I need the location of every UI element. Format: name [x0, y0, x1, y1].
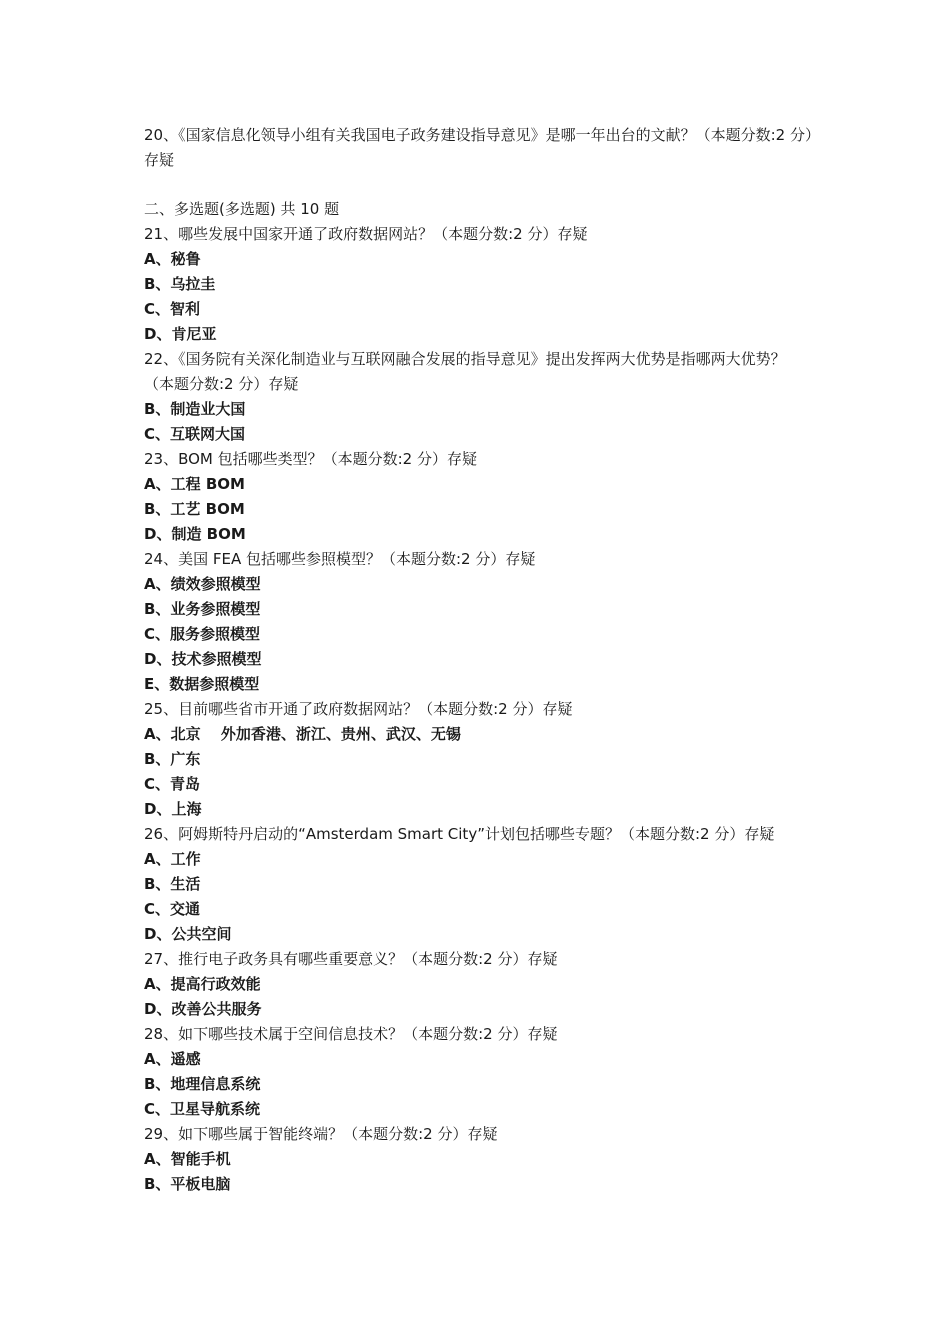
answer-option: D、技术参照模型	[144, 650, 262, 668]
question-text: 29、如下哪些属于智能终端？（本题分数:2 分）存疑	[144, 1125, 498, 1143]
question-text: 28、如下哪些技术属于空间信息技术？（本题分数:2 分）存疑	[144, 1025, 558, 1043]
answer-option: C、青岛	[144, 775, 201, 793]
question-text: 21、哪些发展中国家开通了政府数据网站？（本题分数:2 分）存疑	[144, 225, 588, 243]
answer-option: A、遥感	[144, 1050, 201, 1068]
answer-option: C、交通	[144, 900, 201, 918]
answer-option: D、制造 BOM	[144, 525, 246, 543]
answer-option: B、业务参照模型	[144, 600, 261, 618]
document-page	[144, 123, 814, 1197]
answer-option: A、秘鲁	[144, 250, 201, 268]
question-block	[144, 1022, 814, 1122]
answer-option: A、工程 BOM	[144, 475, 245, 493]
question-text: 24、美国 FEA 包括哪些参照模型？（本题分数:2 分）存疑	[144, 550, 536, 568]
section-title: 二、多选题(多选题) 共 10 题	[144, 200, 340, 218]
answer-option: B、生活	[144, 875, 201, 893]
answer-option: C、卫星导航系统	[144, 1100, 261, 1118]
answer-option: C、互联网大国	[144, 425, 246, 443]
question-20: 20、《国家信息化领导小组有关我国电子政务建设指导意见》是哪一年出台的文献？（本题分数:2 分）存疑	[144, 126, 813, 169]
question-block	[144, 822, 814, 947]
answer-option: A、智能手机	[144, 1150, 231, 1168]
answer-option: C、服务参照模型	[144, 625, 261, 643]
answer-option: E、数据参照模型	[144, 675, 260, 693]
answer-option: A、北京 外加香港、浙江、贵州、武汉、无锡	[144, 725, 461, 743]
answer-option: B、制造业大国	[144, 400, 246, 418]
question-list	[144, 222, 814, 1197]
answer-option: D、改善公共服务	[144, 1000, 262, 1018]
answer-option: D、肯尼亚	[144, 325, 217, 343]
question-text: 26、阿姆斯特丹启动的“Amsterdam Smart City”计划包括哪些专题？（本题分数:2 分）存疑	[144, 825, 775, 843]
question-block	[144, 347, 814, 447]
spacer	[144, 173, 814, 197]
answer-option: A、绩效参照模型	[144, 575, 261, 593]
answer-option: D、上海	[144, 800, 202, 818]
answer-option: B、广东	[144, 750, 201, 768]
answer-option: B、地理信息系统	[144, 1075, 261, 1093]
question-text: 25、目前哪些省市开通了政府数据网站？（本题分数:2 分）存疑	[144, 700, 573, 718]
question-text: 22、《国务院有关深化制造业与互联网融合发展的指导意见》提出发挥两大优势是指哪两大优势？（本题分数:2 分）存疑	[144, 350, 786, 393]
answer-option: B、平板电脑	[144, 1175, 231, 1193]
answer-option: A、提高行政效能	[144, 975, 261, 993]
answer-option: D、公共空间	[144, 925, 232, 943]
question-block	[144, 447, 814, 547]
question-block	[144, 1122, 814, 1197]
answer-option: B、乌拉圭	[144, 275, 216, 293]
answer-option: B、工艺 BOM	[144, 500, 245, 518]
question-text: 27、推行电子政务具有哪些重要意义？（本题分数:2 分）存疑	[144, 950, 558, 968]
question-text: 23、BOM 包括哪些类型？（本题分数:2 分）存疑	[144, 450, 477, 468]
answer-option: C、智利	[144, 300, 201, 318]
answer-option: A、工作	[144, 850, 201, 868]
question-block	[144, 222, 814, 347]
question-block	[144, 947, 814, 1022]
question-block	[144, 697, 814, 822]
question-block	[144, 547, 814, 697]
